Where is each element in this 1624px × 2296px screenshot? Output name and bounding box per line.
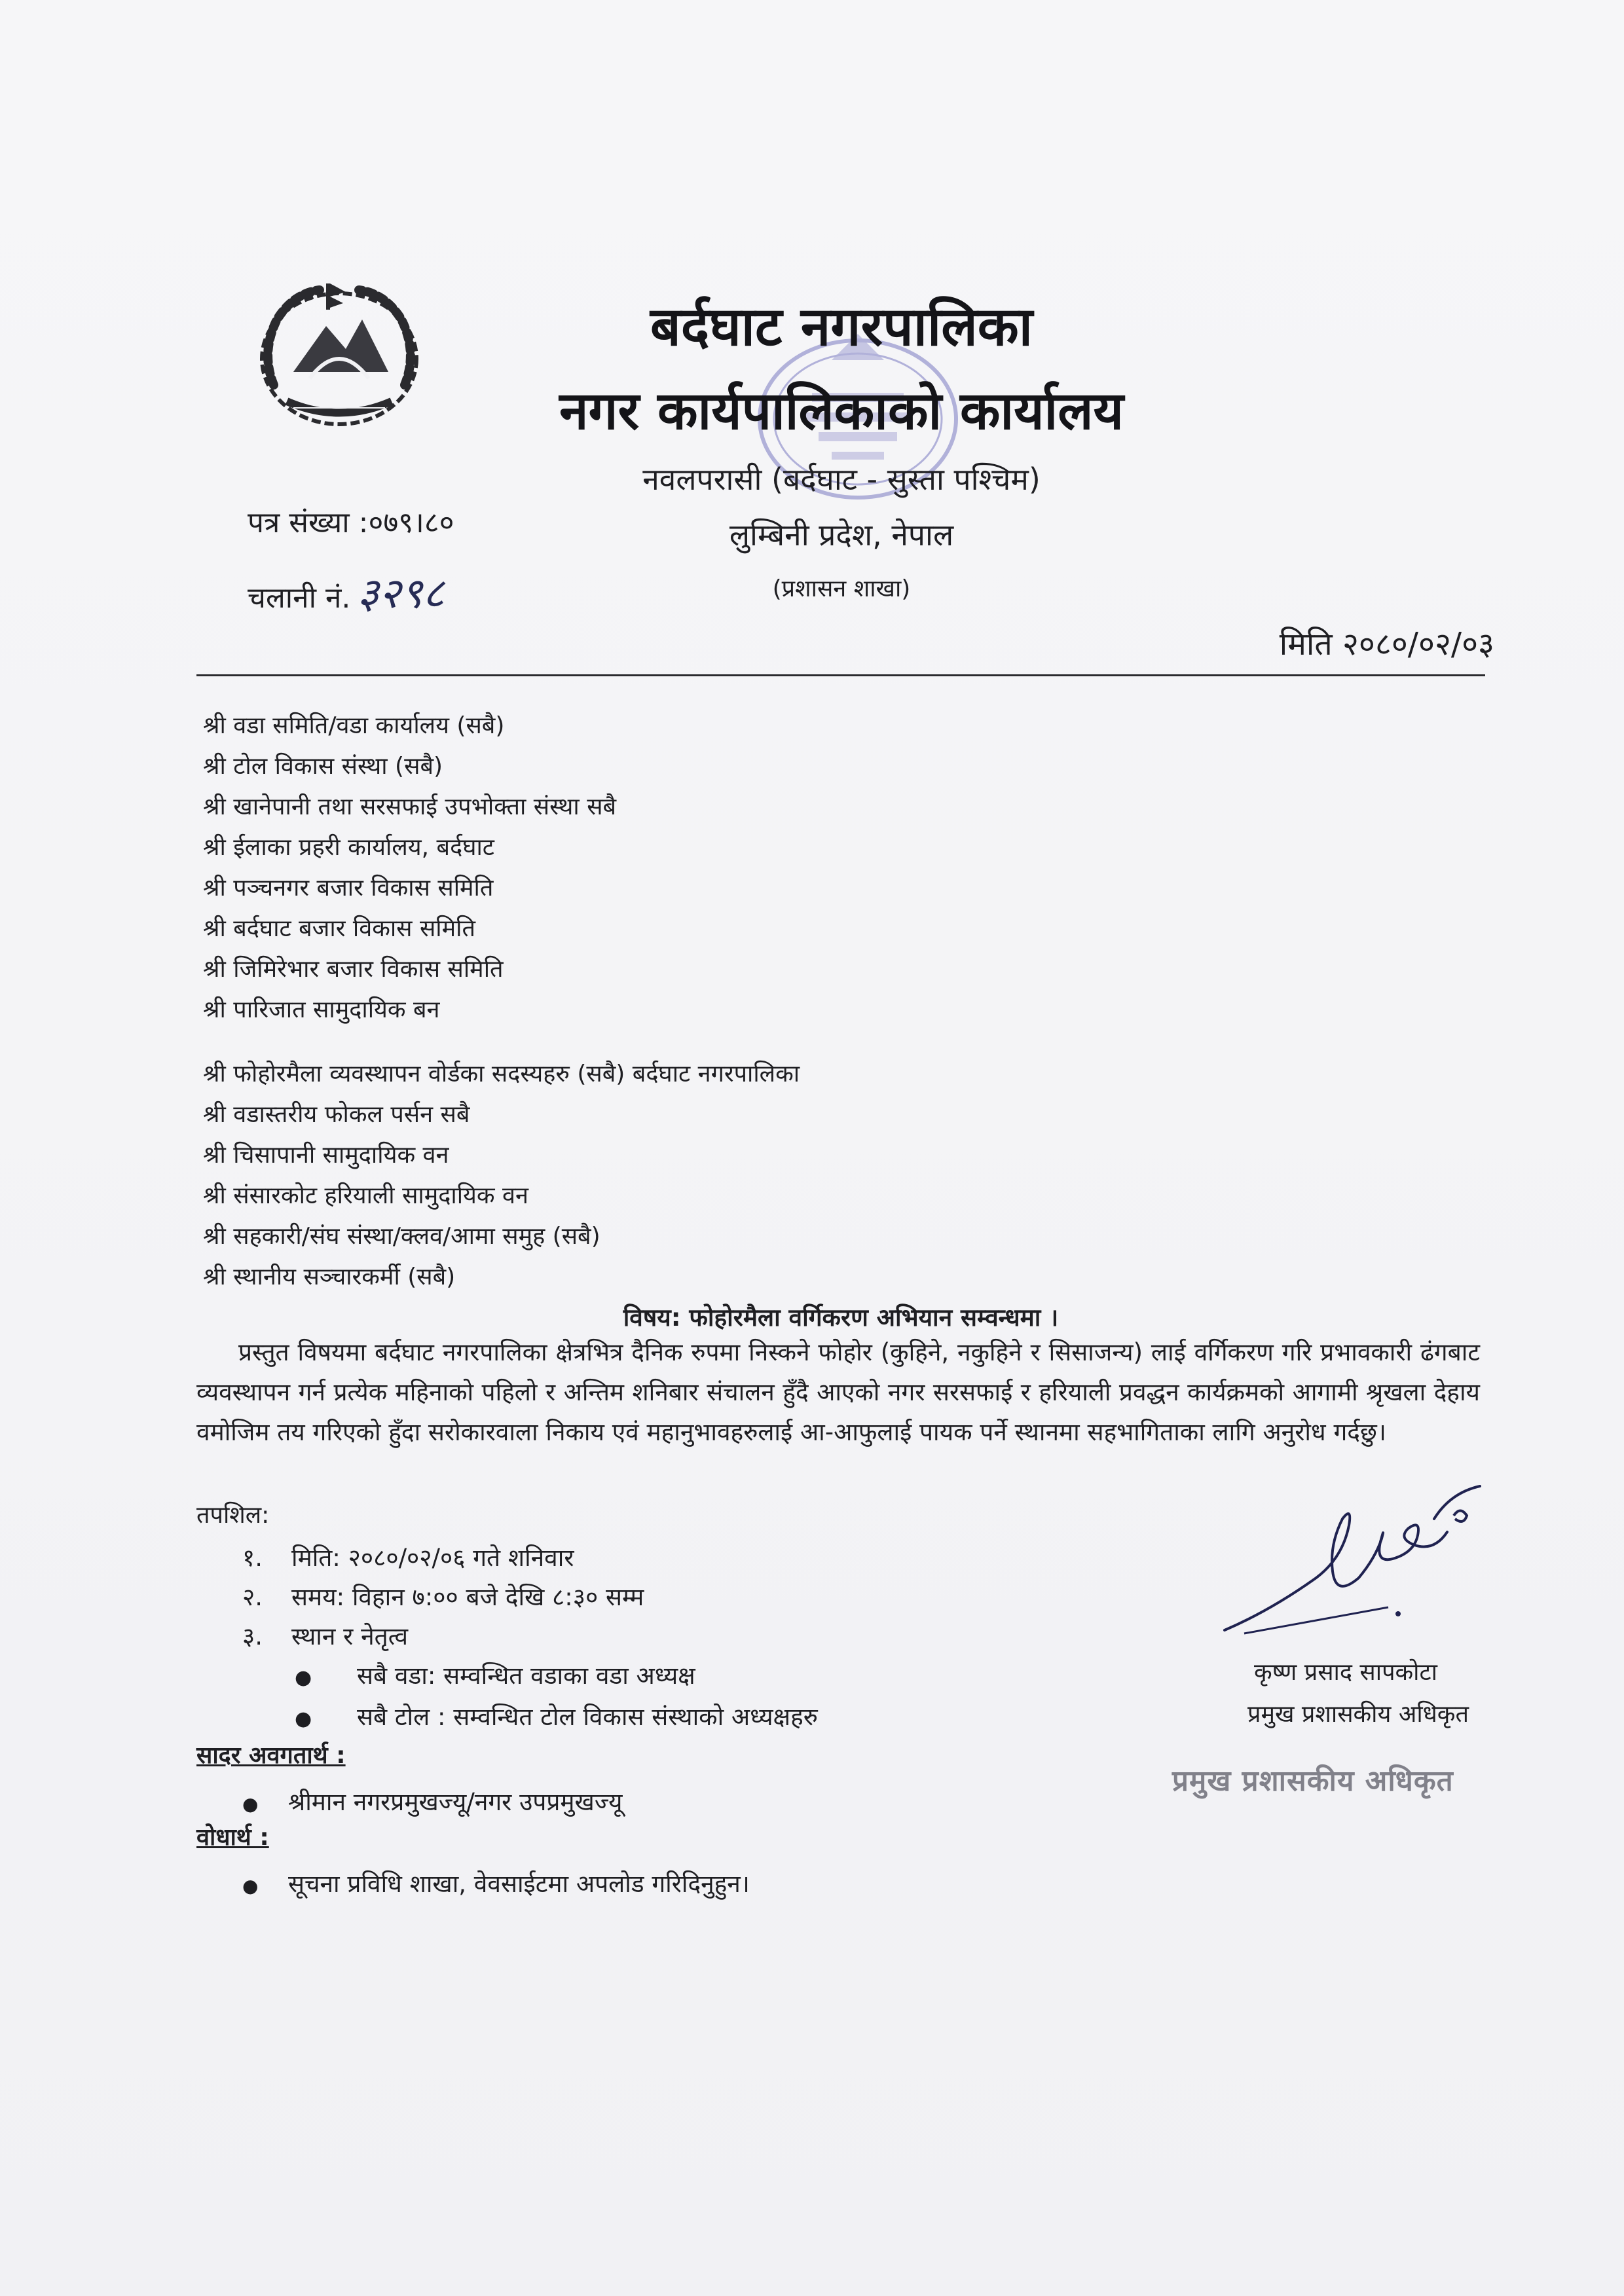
reference-value: ०७९।८० [368,506,454,539]
for-action-text: सूचना प्रविधि शाखा, वेवसाईटमा अपलोड गरिदिनुहुन। [288,1870,750,1898]
details-sub-item [242,1698,818,1739]
details-item-number: २. [242,1583,263,1611]
recipient-group-gap [203,1030,1382,1054]
details-item [242,1617,818,1656]
bullet-icon: ● [295,1707,312,1730]
handwritten-signature-icon [1218,1480,1506,1650]
details-item [242,1578,818,1617]
recipient-item: श्री टोल विकास संस्था (सबै) [203,753,443,780]
details-item-number: १. [242,1544,263,1572]
dispatch-label: चलानी नं. [248,581,351,615]
details-item-text: समय: विहान ७:०० बजे देखि ८:३० सम्म [291,1583,644,1611]
letter-subject: विषय: फोहोरमैला वर्गिकरण अभियान सम्वन्धमा । [623,1303,1059,1332]
recipient-item: श्री खानेपानी तथा सरसफाई उपभोक्ता संस्था सबै [203,793,617,820]
address-line-1: नवलपरासी (बर्दघाट - सुस्ता पश्चिम) [642,462,1041,497]
designation-stamp: प्रमुख प्रशासकीय अधिकृत [1172,1764,1454,1798]
details-item-text: स्थान र नेतृत्व [291,1622,409,1650]
date-label: मिति [1279,626,1333,663]
reference-label: पत्र संख्या : [248,506,369,539]
recipient-item: श्री चिसापानी सामुदायिक वन [203,1142,449,1169]
letter-date [1280,622,1494,665]
bullet-icon: ● [295,1666,312,1689]
for-information-item [242,1784,622,1817]
nepal-coat-of-arms-icon [248,274,431,437]
bullet-icon: ● [242,1875,259,1897]
organization-name: बर्दघाट नगरपालिका [650,295,1033,358]
details-item-number: ३. [242,1622,263,1650]
details-item-text: मिति: २०८०/०२/०६ गते शनिवार [291,1544,574,1572]
recipient-item: श्री स्थानीय सञ्चारकर्मी (सबै) [203,1264,456,1290]
bullet-icon: ● [242,1793,259,1815]
recipient-item: श्री वडास्तरीय फोकल पर्सन सबै [203,1101,470,1128]
recipient-item: श्री ईलाका प्रहरी कार्यालय, बर्दघाट [203,834,494,861]
details-item [242,1539,818,1578]
details-sub-item [242,1656,818,1698]
letter-body: प्रस्तुत विषयमा बर्दघाट नगरपालिका क्षेत्रभित्र दैनिक रुपमा निस्कने फोहोर (कुहिने, नकुहिने र सिसाजन्य) लाई वर्गिकरण गरि प्रभावकारी ढंगबाट व्यवस्थापन गर्न प्रत्येक महिनाको पहिलो र अन्तिम शनिबार संचालन हुँदै आएको नगर सरसफाई र हरियाली प्रवद्धन कार्यक्रमको आगामी श्रृखला देहाय वमोजिम तय गरिएको हुँदा सरोकारवाला निकाय एवं महानुभावहरुलाई आ-आफुलाई पायक पर्ने स्थानमा सहभागिताका लागि अनुरोध गर्दछु। [196,1338,1480,1446]
for-action-item [242,1866,750,1899]
signatory-title: प्रमुख प्रशासकीय अधिकृत [1247,1701,1469,1728]
recipient-item: श्री वडा समिति/वडा कार्यालय (सबै) [203,712,505,739]
reference-number [248,501,454,541]
recipient-item: श्री संसारकोट हरियाली सामुदायिक वन [203,1182,528,1209]
dispatch-number [248,563,445,620]
recipient-item: श्री जिमिरेभार बजार विकास समिति [203,956,504,983]
branch-name: (प्रशासन शाखा) [772,575,911,602]
for-action-heading: वोधार्थ : [196,1824,269,1851]
dispatch-value: ३२९८ [357,570,445,618]
date-value: २०८०/०२/०३ [1342,626,1494,663]
recipient-item: श्री पारिजात सामुदायिक बन [203,996,440,1023]
details-sub-item-text: सबै टोल : सम्वन्धित टोल विकास संस्थाको अध्यक्षहरु [357,1703,818,1731]
details-sub-item-text: सबै वडा: सम्वन्धित वडाका वडा अध्यक्ष [357,1662,695,1690]
header-divider [196,674,1485,676]
recipient-item: श्री सहकारी/संघ संस्था/क्लव/आमा समुह (सबै) [203,1223,600,1250]
signatory-name: कृष्ण प्रसाद सापकोटा [1254,1659,1437,1686]
recipient-item: श्री पञ्चनगर बजार विकास समिति [203,875,494,902]
details-label: तपशिल: [196,1502,270,1529]
for-information-text: श्रीमान नगरप्रमुखज्यू/नगर उपप्रमुखज्यू [288,1788,623,1816]
office-name: नगर कार्यपालिकाको कार्यालय [559,380,1124,441]
recipient-list [203,706,1382,1298]
recipient-item: श्री बर्दघाट बजार विकास समिति [203,915,475,942]
recipient-item: श्री फोहोरमैला व्यवस्थापन वोर्डका सदस्यहरु (सबै) बर्दघाट नगरपालिका [203,1061,800,1087]
for-information-heading: सादर अवगतार्थ : [196,1742,346,1769]
details-list [242,1539,818,1739]
address-line-2: लुम्बिनी प्रदेश, नेपाल [729,517,954,553]
